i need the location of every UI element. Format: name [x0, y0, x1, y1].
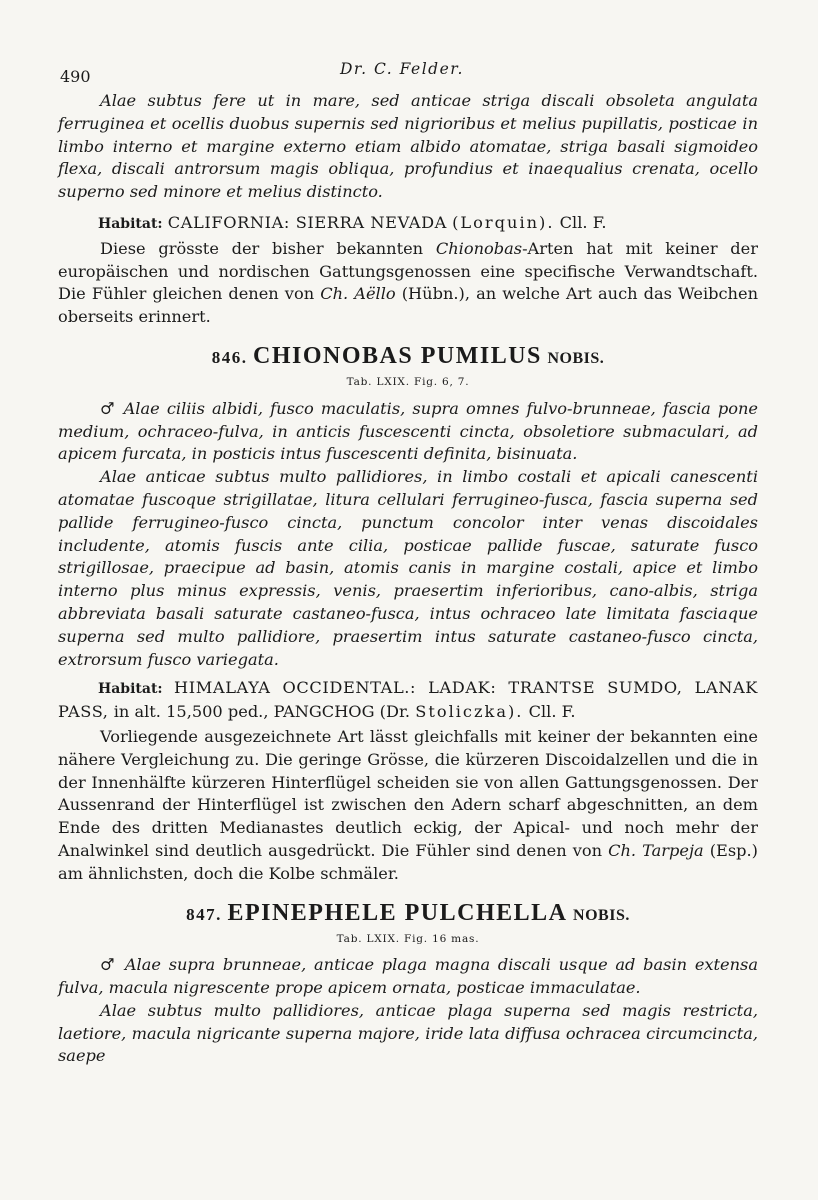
intro-latin-paragraph: Alae subtus fere ut in mare, sed anticae striga discali obsoleta angulata ferruginea et ocellis duobus supernis sed nigrioribus et melius pupillatis, posticae in limbo interno et margine externo etiam albido atomatae, striga basali sigmoideo flexa, discali antrorsum magis obliqua, profundius et inaequalius crenata, ocello superno sed minore et melius distincto.	[58, 91, 758, 202]
species-847-heading	[58, 898, 758, 931]
running-title: Dr. C. Felder.	[340, 60, 464, 78]
page-number: 490	[60, 67, 91, 86]
species-number: 847.	[186, 904, 222, 924]
species-847-latin-2: Alae subtus multo pallidiores, anticae plaga superna sed magis restricta, laetiore, macula nigricante superna majore, iride lata diffusa ochracea circumcincta, saepe	[58, 1000, 758, 1066]
species-name: CHIONOBAS PUMILUS	[253, 342, 542, 369]
genus-name: Chionobas	[435, 238, 523, 258]
species-author: NOBIS.	[547, 349, 605, 367]
german-text: Vorliegende ausgezeichnete Art lässt gleichfalls mit keiner der bekannten eine nähere Vergleichung zu. Die geringe Grösse, die kürzeren Discoidalzellen und die in der Innenhälfte kürzeren Hinterflügel scheiden sie von allen Gattungsgenossen. Der Aussenrand der Hinterflügel ist zwischen den Adern scharf abgeschnitten, an dem Ende des dritten Medianastes deutlich eckig, der Apical- und noch mehr der Analwinkel sind deutlich ausgedrückt. Die Fühler sind denen von	[58, 726, 758, 860]
intro-german-paragraph	[58, 238, 758, 329]
page-header	[58, 56, 758, 90]
species-846-latin-1	[58, 398, 758, 466]
species-846-latin-2: Alae anticae subtus multo pallidiores, in limbo costali et apicali canescenti atomatae fuscoque strigillatae, litura cellulari ferrugineo-fusca, fascia superna sed pallide ferrugineo-fusco cincta, punctum concolor inter venas discoidales includente, atomis fuscis ante cilia, posticae pallide fuscae, saturate fusco strigillosae, praecipue ad basin, atomis canis in margine costali, apice et limbo interno plus minus expressis, venis, praesertim inferioribus, cano-albis, striga abbreviata basali saturate castaneo-fusca, intus ochraceo late limitata fasciaque superna sed multo pallidiore, praesertim intus saturate castaneo-fusco cincta, extrorsum fusco variegata.	[58, 467, 758, 669]
habitat-place: CALIFORNIA: SIERRA NEVADA	[167, 212, 447, 232]
habitat-altitude: in alt. 15,500 ped., PANGCHOG	[113, 702, 375, 722]
habitat-label: Habitat:	[98, 681, 163, 698]
species-846-heading	[58, 341, 758, 374]
habitat-place: HIMALAYA OCCIDENTAL.: LADAK: TRANTSE SUMDO, LANAK PASS,	[58, 678, 758, 722]
plate-reference: Tab. LXIX. Fig. 6, 7.	[346, 375, 470, 388]
species-847-latin-1	[58, 954, 758, 1000]
species-number: 846.	[211, 347, 248, 367]
male-symbol-icon: ♂	[100, 955, 118, 975]
latin-text: Alae supra brunneae, anticae plaga magna discali usque ad basin extensa fulva, macula nigrescente prope apicem ornata, posticae immaculatae.	[58, 955, 758, 998]
species-author: NOBIS.	[573, 906, 630, 924]
german-text: (Hübn.), an welche Art auch das Weibchen oberseits erinnert.	[58, 284, 758, 327]
habitat-collector: Stoliczka).	[415, 702, 524, 722]
species-reference: Ch. Aëllo	[320, 284, 396, 304]
document-page	[58, 56, 758, 1068]
habitat-collection: Cll. F.	[528, 702, 576, 722]
male-symbol-icon: ♂	[100, 398, 117, 418]
species-846-german-paragraph	[58, 726, 758, 886]
german-text: (Esp.) am ähnlichsten, doch die Kolbe schmäler.	[58, 840, 758, 883]
habitat-collector: (Lorquin).	[452, 212, 555, 232]
species-846-habitat	[58, 677, 758, 724]
intro-habitat	[98, 212, 758, 236]
habitat-collection: Cll. F.	[559, 212, 607, 232]
latin-text: Alae ciliis albidi, fusco maculatis, supra omnes fulvo-brunneae, fascia pone medium, ochraceo-fulva, in anticis fuscescenti cincta, obsoletiore submaculari, ad apicem furcata, in posticis intus fuscescenti definita, bisinuata.	[58, 398, 758, 464]
species-name: EPINEPHELE PULCHELLA	[227, 899, 568, 926]
habitat-collector-prefix: (Dr.	[379, 702, 411, 722]
german-text: -Arten hat mit keiner der europäischen und nordischen Gattungsgenossen eine specifische Verwandtschaft. Die Fühler gleichen denen von	[58, 238, 758, 304]
plate-reference: Tab. LXIX. Fig. 16 mas.	[336, 932, 480, 945]
habitat-label: Habitat:	[98, 215, 163, 232]
species-reference: Ch. Tarpeja	[608, 840, 704, 860]
german-text: Diese grösste der bisher bekannten	[100, 238, 424, 258]
